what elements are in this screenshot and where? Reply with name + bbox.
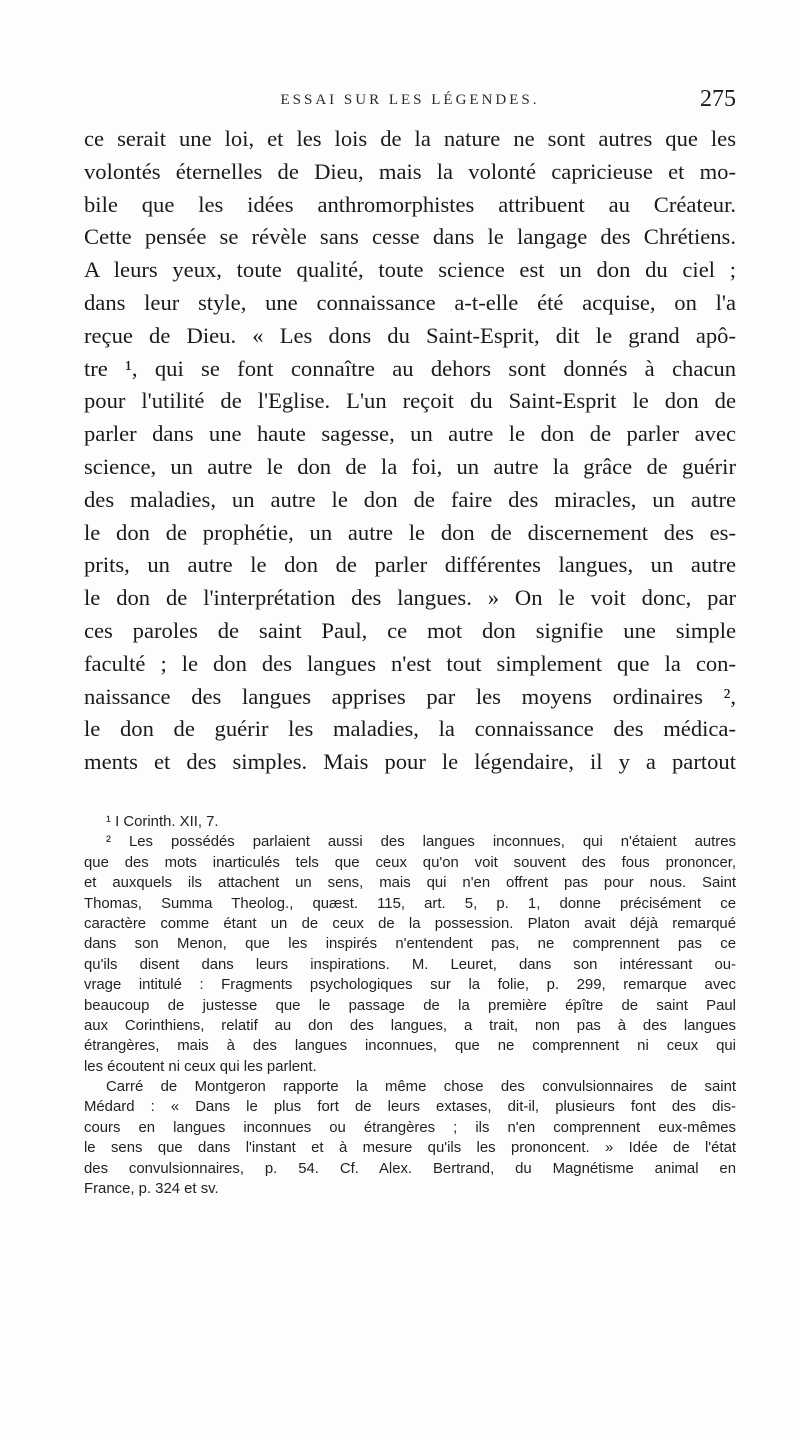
footnote-2-line: qu'ils disent dans leurs inspirations. M. Leuret, dans son intéressant ou- <box>84 956 736 973</box>
footnote-2-line: ² Les possédés parlaient aussi des langues inconnues, qui n'étaient autres <box>106 834 736 851</box>
footnote-2-line: les écoutent ni ceux qui les parlent. <box>84 1058 317 1075</box>
footnote-2-line: que des mots inarticulés tels que ceux qu'on voit souvent des fous prononcer, <box>84 854 736 871</box>
body-line: naissance des langues apprises par les moyens ordinaires ², <box>84 683 736 709</box>
footnote-2-line: Médard : « Dans le plus fort de leurs extases, dit-il, plusieurs font des dis- <box>84 1099 736 1116</box>
body-line: pour l'utilité de l'Eglise. L'un reçoit du Saint-Esprit le don de <box>84 388 736 414</box>
footnote-2-line: vrage intitulé : Fragments psychologiques sur la folie, p. 299, remarque avec <box>84 977 736 994</box>
body-line: ces paroles de saint Paul, ce mot don signifie une simple <box>84 617 736 643</box>
footnote-2-line: dans son Menon, que les inspirés n'entendent pas, ne comprennent pas ce <box>84 936 736 953</box>
body-line: science, un autre le don de la foi, un autre la grâce de guérir <box>84 453 736 479</box>
body-line: A leurs yeux, toute qualité, toute science est un don du ciel ; <box>84 257 736 283</box>
footnote-2-line: le sens que dans l'instant et à mesure qu'ils les prononcent. » Idée de l'état <box>84 1140 736 1157</box>
body-line: des maladies, un autre le don de faire des miracles, un autre <box>84 486 736 512</box>
footnote-2-line: France, p. 324 et sv. <box>84 1181 219 1198</box>
body-line: bile que les idées anthromorphistes attribuent au Créateur. <box>84 191 736 217</box>
body-line: le don de guérir les maladies, la connaissance des médica- <box>84 716 736 742</box>
footnote-2-line: étrangères, mais à des langues inconnues, que ne comprennent ni ceux qui <box>84 1038 736 1055</box>
body-line: prits, un autre le don de parler différentes langues, un autre <box>84 552 736 578</box>
footnote-2-line: Thomas, Summa Theolog., quæst. 115, art. 5, p. 1, donne précisément ce <box>84 895 736 912</box>
footnotes <box>84 812 736 1199</box>
footnote-2-line: aux Corinthiens, relatif au don des langues, a trait, non pas à des langues <box>84 1017 736 1034</box>
footnote-2-line: et auxquels ils attachent un sens, mais qui n'en offrent pas pour nous. Saint <box>84 875 736 892</box>
footnote-1: ¹ I Corinth. XII, 7. <box>106 814 219 830</box>
footnote-2-line: cours en langues inconnues ou étrangères ; ils n'en comprennent eux-mêmes <box>84 1119 736 1136</box>
body-line: le don de prophétie, un autre le don de discernement des es- <box>84 519 736 545</box>
body-line: dans leur style, une connaissance a-t-elle été acquise, on l'a <box>84 289 736 315</box>
page-header <box>84 88 736 116</box>
body-line: faculté ; le don des langues n'est tout simplement que la con- <box>84 650 736 676</box>
body-line: ments et des simples. Mais pour le légendaire, il y a partout <box>84 749 736 775</box>
body-line: ce serait une loi, et les lois de la nature ne sont autres que les <box>84 126 736 151</box>
body-text <box>84 123 736 779</box>
body-line: le don de l'interprétation des langues. » On le voit donc, par <box>84 585 736 611</box>
footnote-2-line: beaucoup de justesse que le passage de la première épître de saint Paul <box>84 997 736 1014</box>
footnote-2-line: des convulsionnaires, p. 54. Cf. Alex. Bertrand, du Magnétisme animal en <box>84 1160 736 1177</box>
footnote-2-line: Carré de Montgeron rapporte la même chose des convulsionnaires de saint <box>106 1079 736 1096</box>
body-line: reçue de Dieu. « Les dons du Saint-Esprit, dit le grand apô- <box>84 322 736 348</box>
body-line: parler dans une haute sagesse, un autre le don de parler avec <box>84 421 736 447</box>
body-line: tre ¹, qui se font connaître au dehors sont donnés à chacun <box>84 355 736 381</box>
body-line: Cette pensée se révèle sans cesse dans le langage des Chrétiens. <box>84 224 736 250</box>
running-title: ESSAI SUR LES LÉGENDES. <box>280 92 540 108</box>
body-line: volontés éternelles de Dieu, mais la volonté capricieuse et mo- <box>84 158 736 184</box>
page-number: 275 <box>700 86 736 112</box>
footnote-2-line: caractère comme étant un de ceux de la possession. Platon avait déjà remarqué <box>84 915 736 932</box>
